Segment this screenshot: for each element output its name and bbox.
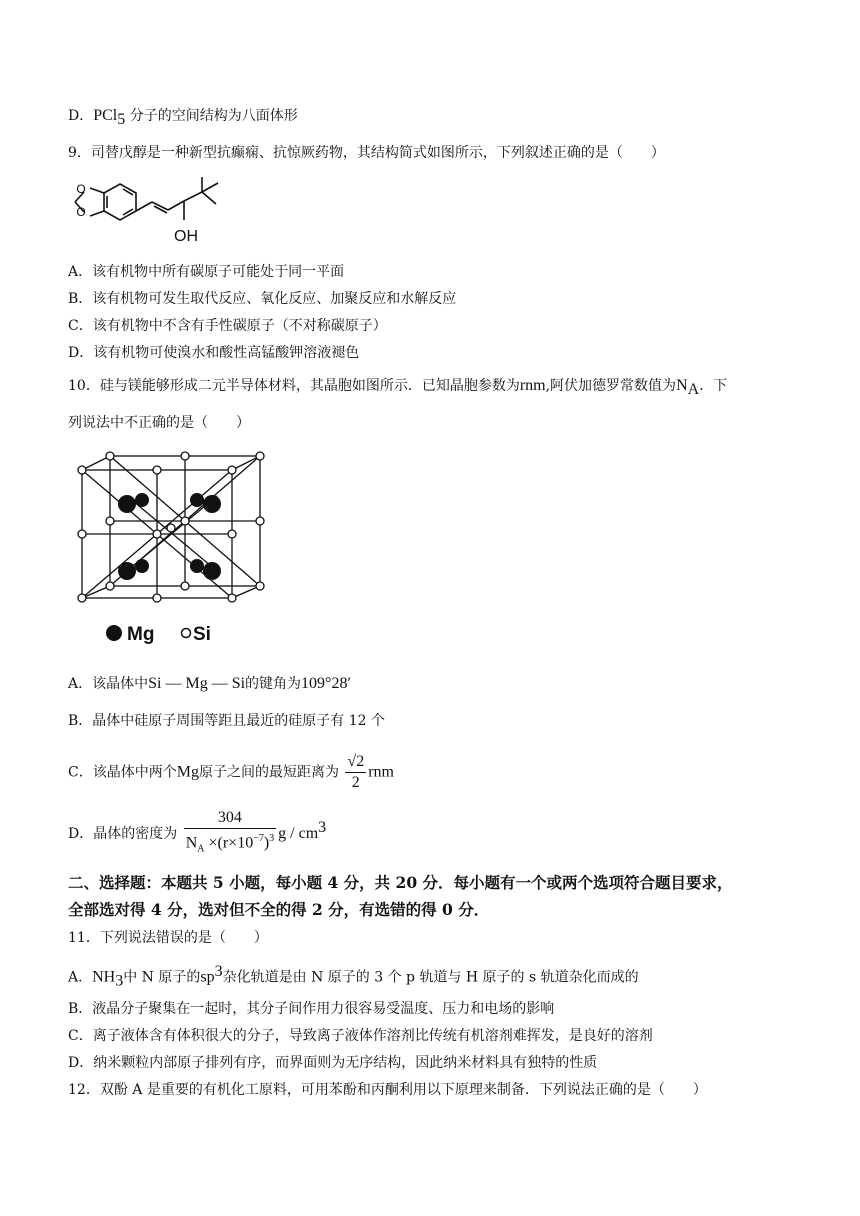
q10-stem-line2: 列说法中不正确的是（ ）: [68, 415, 250, 431]
section2-heading-line1: 二、选择题：本题共 5 小题，每小题 4 分，共 20 分．每小题有一个或两个选项符合题目要求，: [68, 873, 733, 892]
section2-heading-line2: 全部选对得 4 分，选对但不全的得 2 分，有选错的得 0 分．: [68, 900, 490, 919]
legend-mg-label: Mg: [127, 624, 155, 645]
q9-option-b: B．该有机物可发生取代反应、氧化反应、加聚反应和水解反应: [68, 291, 457, 307]
q10-option-b: B．晶体中硅原子周围等距且最近的硅原子有 12 个: [68, 713, 386, 729]
q11-option-b: B．液晶分子聚集在一起时，其分子间作用力很容易受温度、压力和电场的影响: [68, 1001, 555, 1017]
q9-stem: 9．司替戊醇是一种新型抗癫痫、抗惊厥药物，其结构简式如图所示，下列叙述正确的是（ ）: [68, 145, 665, 161]
svg-text:O: O: [76, 182, 86, 196]
q9-option-d: D．该有机物可使溴水和酸性高锰酸钾溶液褪色: [68, 345, 360, 361]
mg2si-unit-cell-image: [72, 446, 272, 652]
legend-si-label: Si: [193, 624, 211, 645]
q11-option-a: A．$NH_3$中 N 原子的$sp^3$杂化轨道是由 N 原子的 3 个 p 轨道与 H 原子的 s 轨道杂化而成的: [68, 963, 639, 990]
q10-stem-line1: 10．硅与镁能够形成二元半导体材料，其晶胞如图所示．已知晶胞参数为rnm,阿伏加德罗常数值为$N_A$．下: [68, 377, 728, 398]
q11-option-d: D．纳米颗粒内部原子排列有序，而界面则为无序结构，因此纳米材料具有独特的性质: [68, 1055, 598, 1071]
q10-option-a: A．该晶体中Si — Mg — Si的键角为109°28′: [68, 675, 351, 692]
q11-option-c: C．离子液体含有体积很大的分子，导致离子液体作溶剂比传统有机溶剂难挥发，是良好的溶剂: [68, 1028, 653, 1044]
q10-option-d: D．晶体的密度为 $\frac{304}{N_A \times(r\times 10^{-7})^3}$ g / $cm^3$: [68, 808, 326, 860]
q12-stem: 12．双酚 A 是重要的有机化工原料，可用苯酚和丙酮利用以下原理来制备．下列说法正确的是（ ）: [68, 1082, 707, 1098]
q8-option-d: D．PCl$_5$ 分子的空间结构为八面体形: [68, 107, 298, 128]
density-fraction: $\frac{304}{N_A \times(r\times 10^{-7})^3}$: [185, 809, 275, 855]
distance-fraction: $\frac{√2}{2}$: [347, 753, 365, 791]
stiripentol-structure-image: [70, 172, 230, 252]
q11-stem: 11．下列说法错误的是（ ）: [68, 930, 268, 946]
structure-oh-label: OH: [174, 228, 198, 245]
q9-option-a: A．该有机物中所有碳原子可能处于同一平面: [68, 264, 345, 280]
q10-option-c: C．该晶体中两个Mg原子之间的最短距离为 $\frac{√2}{2}$ rnm: [68, 753, 394, 791]
svg-text:O: O: [76, 205, 86, 219]
q9-option-c: C．该有机物中不含有手性碳原子（不对称碳原子）: [68, 318, 387, 334]
